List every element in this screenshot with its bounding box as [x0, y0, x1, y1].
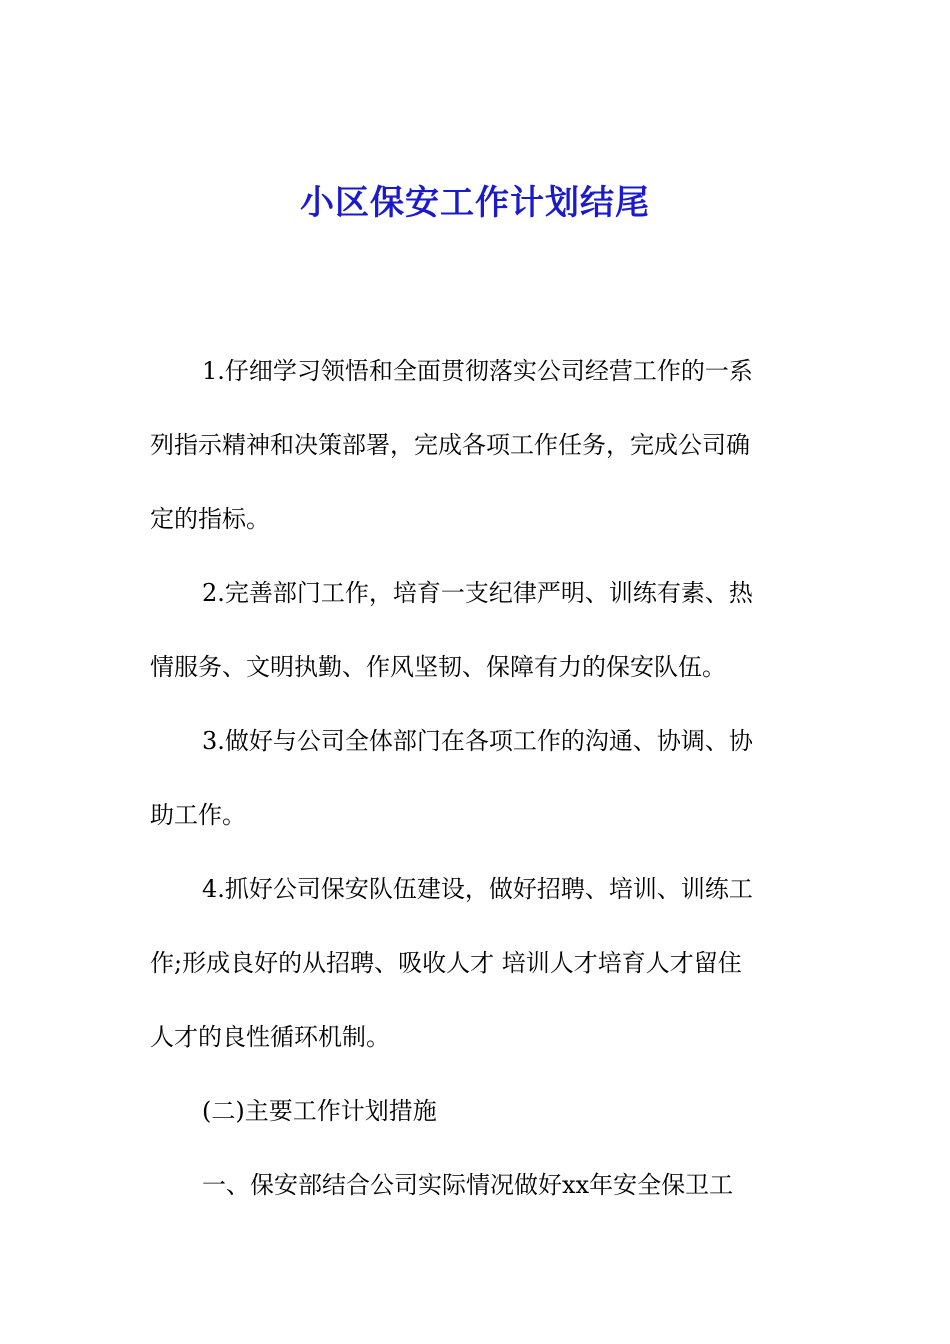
paragraph-3-line-2: 助工作。: [150, 801, 246, 829]
paragraph-4-line-2: 作;形成良好的从招聘、吸收人才 培训人才培育人才留住: [150, 949, 742, 977]
section-heading: (二)主要工作计划措施: [202, 1097, 437, 1125]
paragraph-4-line-3: 人才的良性循环机制。: [150, 1023, 390, 1051]
paragraph-5-line-1: 一、保安部结合公司实际情况做好xx年安全保卫工: [202, 1171, 734, 1199]
paragraph-1-line-1: 1.仔细学习领悟和全面贯彻落实公司经营工作的一系: [202, 357, 753, 385]
document-title: 小区保安工作计划结尾: [300, 183, 650, 223]
paragraph-2-line-2: 情服务、文明执勤、作风坚韧、保障有力的保安队伍。: [150, 653, 726, 681]
paragraph-1-line-3: 定的指标。: [150, 505, 270, 533]
paragraph-4-line-1: 4.抓好公司保安队伍建设，做好招聘、培训、训练工: [202, 875, 753, 903]
paragraph-3-line-1: 3.做好与公司全体部门在各项工作的沟通、协调、协: [202, 727, 753, 755]
document-body: [150, 334, 790, 1222]
paragraph-2-line-1: 2.完善部门工作，培育一支纪律严明、训练有素、热: [202, 579, 753, 607]
paragraph-1-line-2: 列指示精神和决策部署，完成各项工作任务，完成公司确: [150, 431, 750, 459]
